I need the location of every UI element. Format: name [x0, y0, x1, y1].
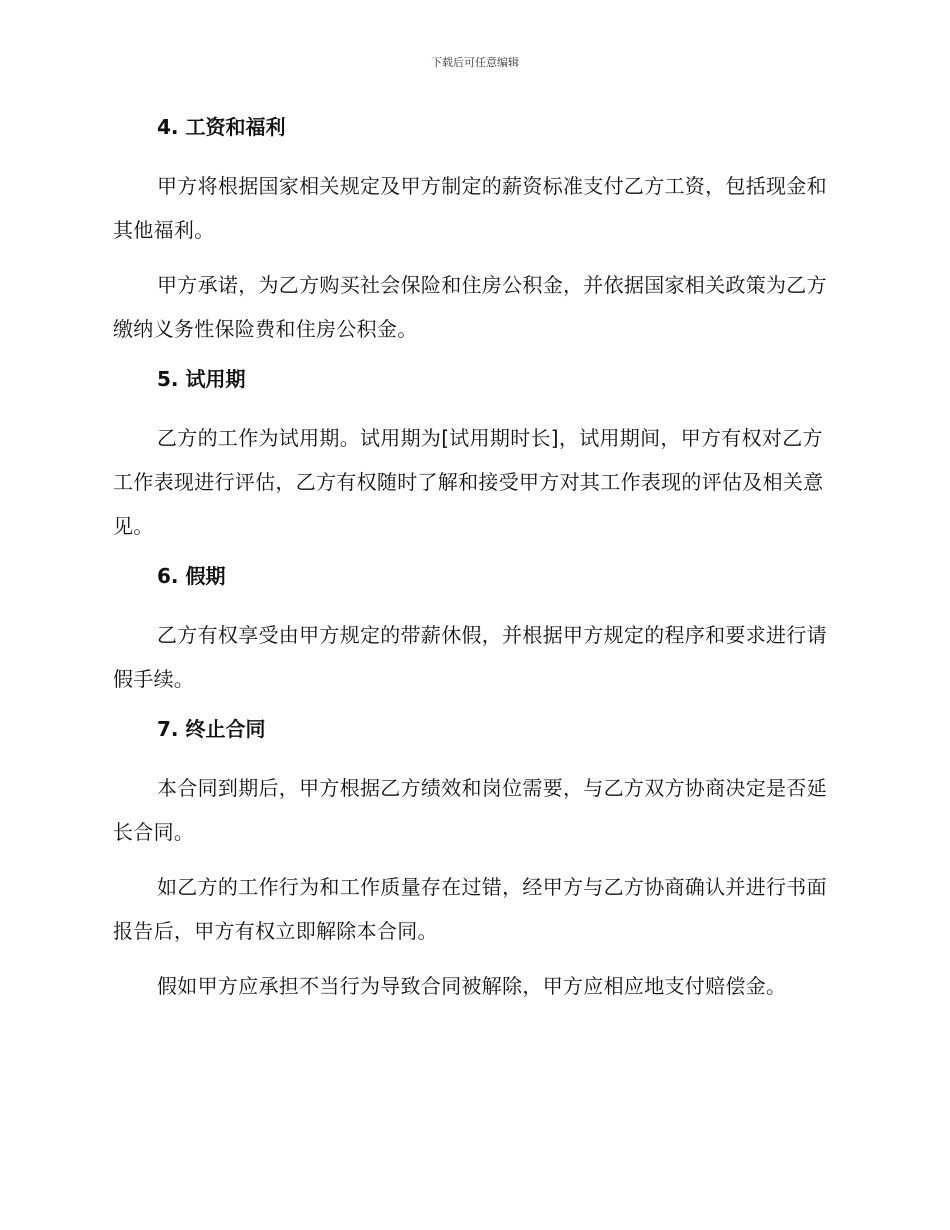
paragraph-compensation: 假如甲方应承担不当行为导致合同被解除，甲方应相应地支付赔偿金。	[157, 974, 787, 998]
paragraph-leave: 乙方有权享受由甲方规定的带薪休假，并根据甲方规定的程序和要求进行请假手续。	[113, 623, 827, 691]
paragraph-salary: 甲方将根据国家相关规定及甲方制定的薪资标准支付乙方工资，包括现金和其他福利。	[113, 174, 827, 242]
paragraph-termination-for-fault: 如乙方的工作行为和工作质量存在过错，经甲方与乙方协商确认并进行书面报告后，甲方有权立即解除本合同。	[113, 875, 827, 943]
section-heading-salary-benefits: 4. 工资和福利	[157, 115, 286, 139]
section-heading-leave: 6. 假期	[157, 564, 226, 588]
document-body	[113, 110, 838, 1019]
section-heading-probation: 5. 试用期	[157, 367, 246, 391]
paragraph-insurance: 甲方承诺，为乙方购买社会保险和住房公积金，并依据国家相关政策为乙方缴纳义务性保险费和住房公积金。	[113, 273, 827, 341]
page-header-note: 下载后可任意编辑	[431, 56, 519, 69]
paragraph-probation: 乙方的工作为试用期。试用期为[试用期时长]，试用期间，甲方有权对乙方工作表现进行评估，乙方有权随时了解和接受甲方对其工作表现的评估及相关意见。	[113, 426, 824, 538]
section-heading-termination: 7. 终止合同	[157, 717, 266, 741]
paragraph-contract-extension: 本合同到期后，甲方根据乙方绩效和岗位需要，与乙方双方协商决定是否延长合同。	[113, 776, 827, 844]
